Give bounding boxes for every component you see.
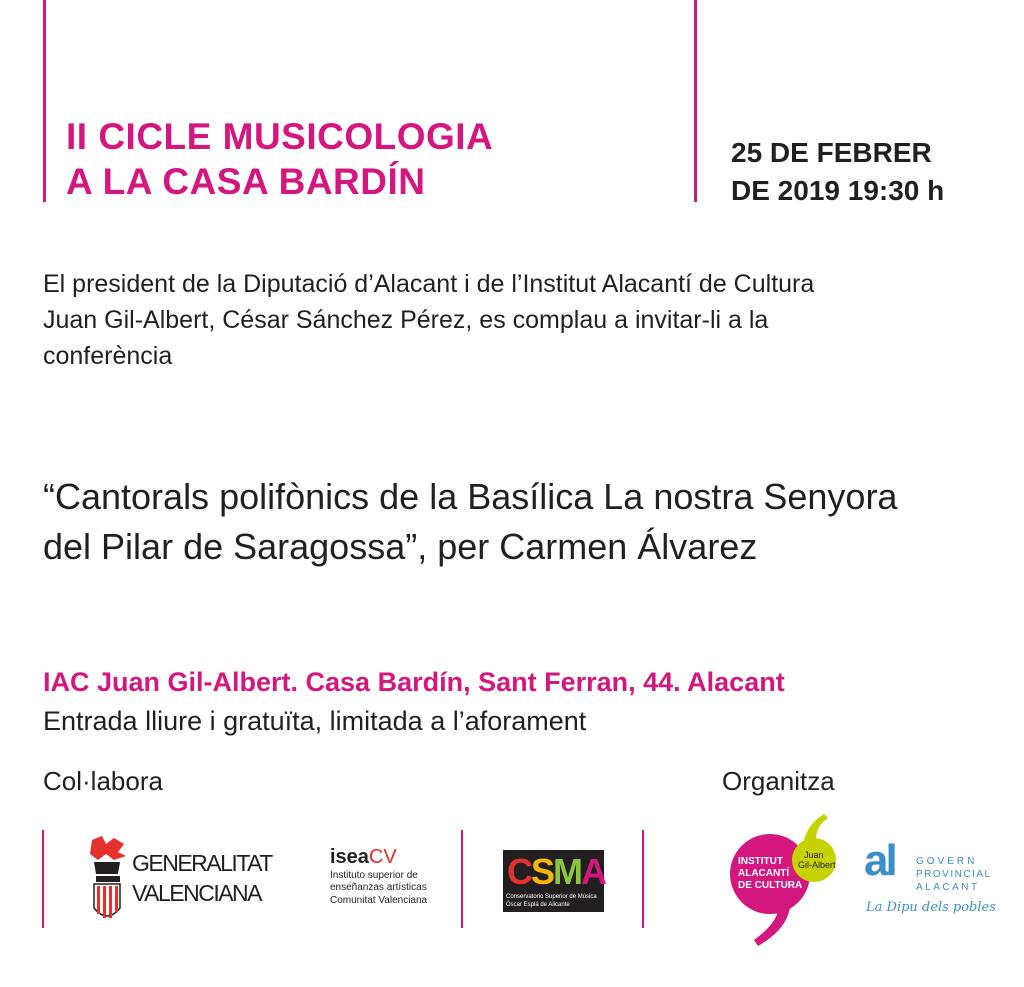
iseacv-line-1: Instituto superior de [330,870,418,881]
header-divider-rule [694,0,697,202]
logo-separator-1 [42,830,44,928]
entry-info: Entrada lliure i gratuïta, limitada a l’aforament [43,706,587,736]
iseacv-line-3: Comunitat Valenciana [330,895,428,906]
event-title-line-2: A LA CASA BARDÍN [66,161,426,202]
conference-title-line-2: del Pilar de Saragossa”, per Carmen Álvarez [43,526,758,567]
generalitat-valenciana-logo [84,834,284,926]
conference-title [43,472,1018,572]
header-left-rule [43,0,46,202]
csma-letter-s: S [531,851,554,892]
govern-line-3: ALACANT [916,882,980,893]
iseacv-brand-isea: isea [330,846,369,868]
invitation-line-2: Juan Gil-Albert, César Sánchez Pérez, es complau a invitar-li a la [43,306,769,334]
govern-provincial-logo [864,836,996,922]
govern-line-1: GOVERN [916,856,978,867]
logo-separator-3 [642,830,644,928]
iseacv-line-2: enseñanzas artísticas [330,882,427,893]
generalitat-line-1: GENERALITAT [132,850,272,876]
collabora-label: Col·labora [43,766,163,796]
iseacv-brand-cv: CV [368,846,397,868]
event-title-line-1: II CICLE MUSICOLOGIA [66,116,494,157]
csma-letter-c: C [507,851,531,892]
iseacv-brand [330,846,397,868]
event-date-line-2: DE 2019 19:30 h [731,175,945,206]
invitation-line-1: El president de la Diputació d’Alacant i de l’Institut Alacantí de Cultura [43,270,815,298]
csma-letter-a: A [581,851,606,892]
event-title [66,114,493,204]
generalitat-line-2: VALENCIANA [132,880,262,906]
event-date-line-1: 25 DE FEBRER [731,137,932,168]
invitation-text [43,266,1003,374]
iac-line-3: DE CULTURA [738,880,803,891]
csma-subtitle-2: Óscar Esplá de Alicante [506,902,570,908]
generalitat-emblem-icon [84,834,130,926]
iseacv-logo [330,846,450,916]
csma-letters [507,852,605,892]
event-date [731,134,944,210]
govern-tagline: La Dipu dels pobles [866,900,996,915]
govern-al-mark-icon: al [864,836,895,885]
iac-line-1: INSTITUT [738,856,783,867]
iac-line-2: ALACANTÍ [738,868,790,879]
conference-title-line-1: “Cantorals polifònics de la Basílica La nostra Senyora [43,476,898,517]
csma-subtitle-1: Conservatorio Superior de Música [506,894,597,900]
iac-logo [728,812,848,952]
invitation-line-3: conferència [43,342,173,370]
csma-letter-m: M [553,851,582,892]
iac-juan-line-1: Juan [804,850,824,860]
organitza-label: Organitza [722,766,835,796]
logo-separator-2 [461,830,463,928]
govern-line-2: PROVINCIAL [916,869,992,880]
iac-juan-line-2: Gil-Albert [798,860,836,870]
venue-address: IAC Juan Gil-Albert. Casa Bardín, Sant Ferran, 44. Alacant [43,667,785,697]
csma-logo [503,850,604,912]
